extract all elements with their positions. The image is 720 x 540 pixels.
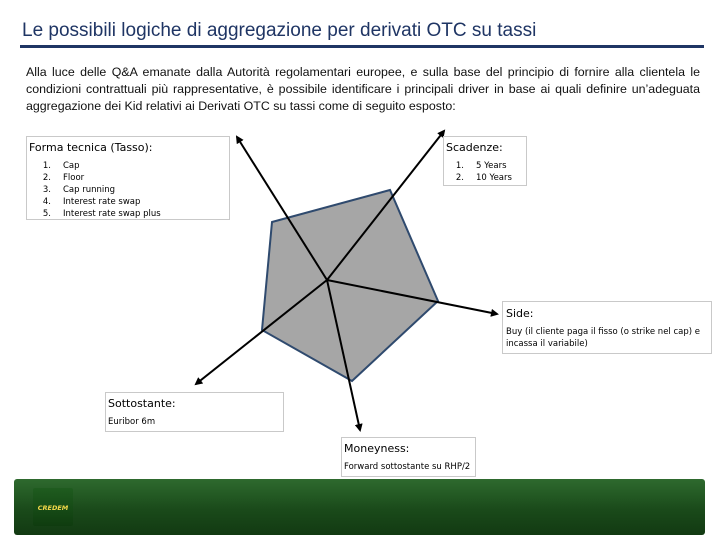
scadenze-list xyxy=(442,160,526,184)
intro-paragraph: Alla luce delle Q&A emanate dalla Autorità regolamentari europee, e sulla base del principio di fornire alla clientela le condizioni contrattuali più rappresentative, è possibile identificare i principali driver in base ai quali definire un’adeguata aggregazione dei Kid relativi ai Derivati OTC su tassi come di seguito esposto: xyxy=(26,65,700,113)
moneyness-title: Moneyness: xyxy=(344,442,410,455)
side-text: Buy (il cliente paga il fisso (o strike nel cap) e incassa il variabile) xyxy=(506,327,701,349)
list-item-label: 10 Years xyxy=(476,173,512,183)
list-item xyxy=(29,208,229,220)
forma-tecnica-title: Forma tecnica (Tasso): xyxy=(29,141,153,154)
logo-text: CREDEM xyxy=(37,504,69,512)
sottostante-title: Sottostante: xyxy=(108,397,176,410)
footer-bar xyxy=(14,479,705,535)
list-item-label: Cap xyxy=(63,161,80,171)
list-item-label: Cap running xyxy=(63,185,116,195)
side-title: Side: xyxy=(506,307,534,320)
list-item-number: 2. xyxy=(455,173,464,183)
forma-tecnica-box xyxy=(26,136,230,220)
list-item-label: Interest rate swap xyxy=(63,197,141,207)
list-item xyxy=(29,160,229,172)
scadenze-box xyxy=(443,136,527,186)
list-item-number: 1. xyxy=(42,161,51,171)
list-item-number: 5. xyxy=(42,209,51,219)
list-item-number: 4. xyxy=(42,197,51,207)
list-item-label: Floor xyxy=(63,173,85,183)
credem-logo xyxy=(33,488,73,526)
list-item xyxy=(442,172,526,184)
list-item-number: 1. xyxy=(455,161,464,171)
list-item xyxy=(29,172,229,184)
sottostante-text: Euribor 6m xyxy=(108,417,156,427)
sottostante-box xyxy=(105,392,284,432)
list-item-number: 2. xyxy=(42,173,51,183)
list-item xyxy=(442,160,526,172)
list-item-label: Interest rate swap plus xyxy=(63,209,161,219)
moneyness-text: Forward sottostante su RHP/2 xyxy=(344,462,471,472)
list-item-label: 5 Years xyxy=(476,161,507,171)
side-box xyxy=(502,301,712,354)
moneyness-box xyxy=(341,437,476,477)
scadenze-title: Scadenze: xyxy=(446,141,503,154)
list-item xyxy=(29,184,229,196)
list-item xyxy=(29,196,229,208)
list-item-number: 3. xyxy=(42,185,51,195)
page-title: Le possibili logiche di aggregazione per derivati OTC su tassi xyxy=(22,20,537,41)
forma-tecnica-list xyxy=(29,160,229,220)
